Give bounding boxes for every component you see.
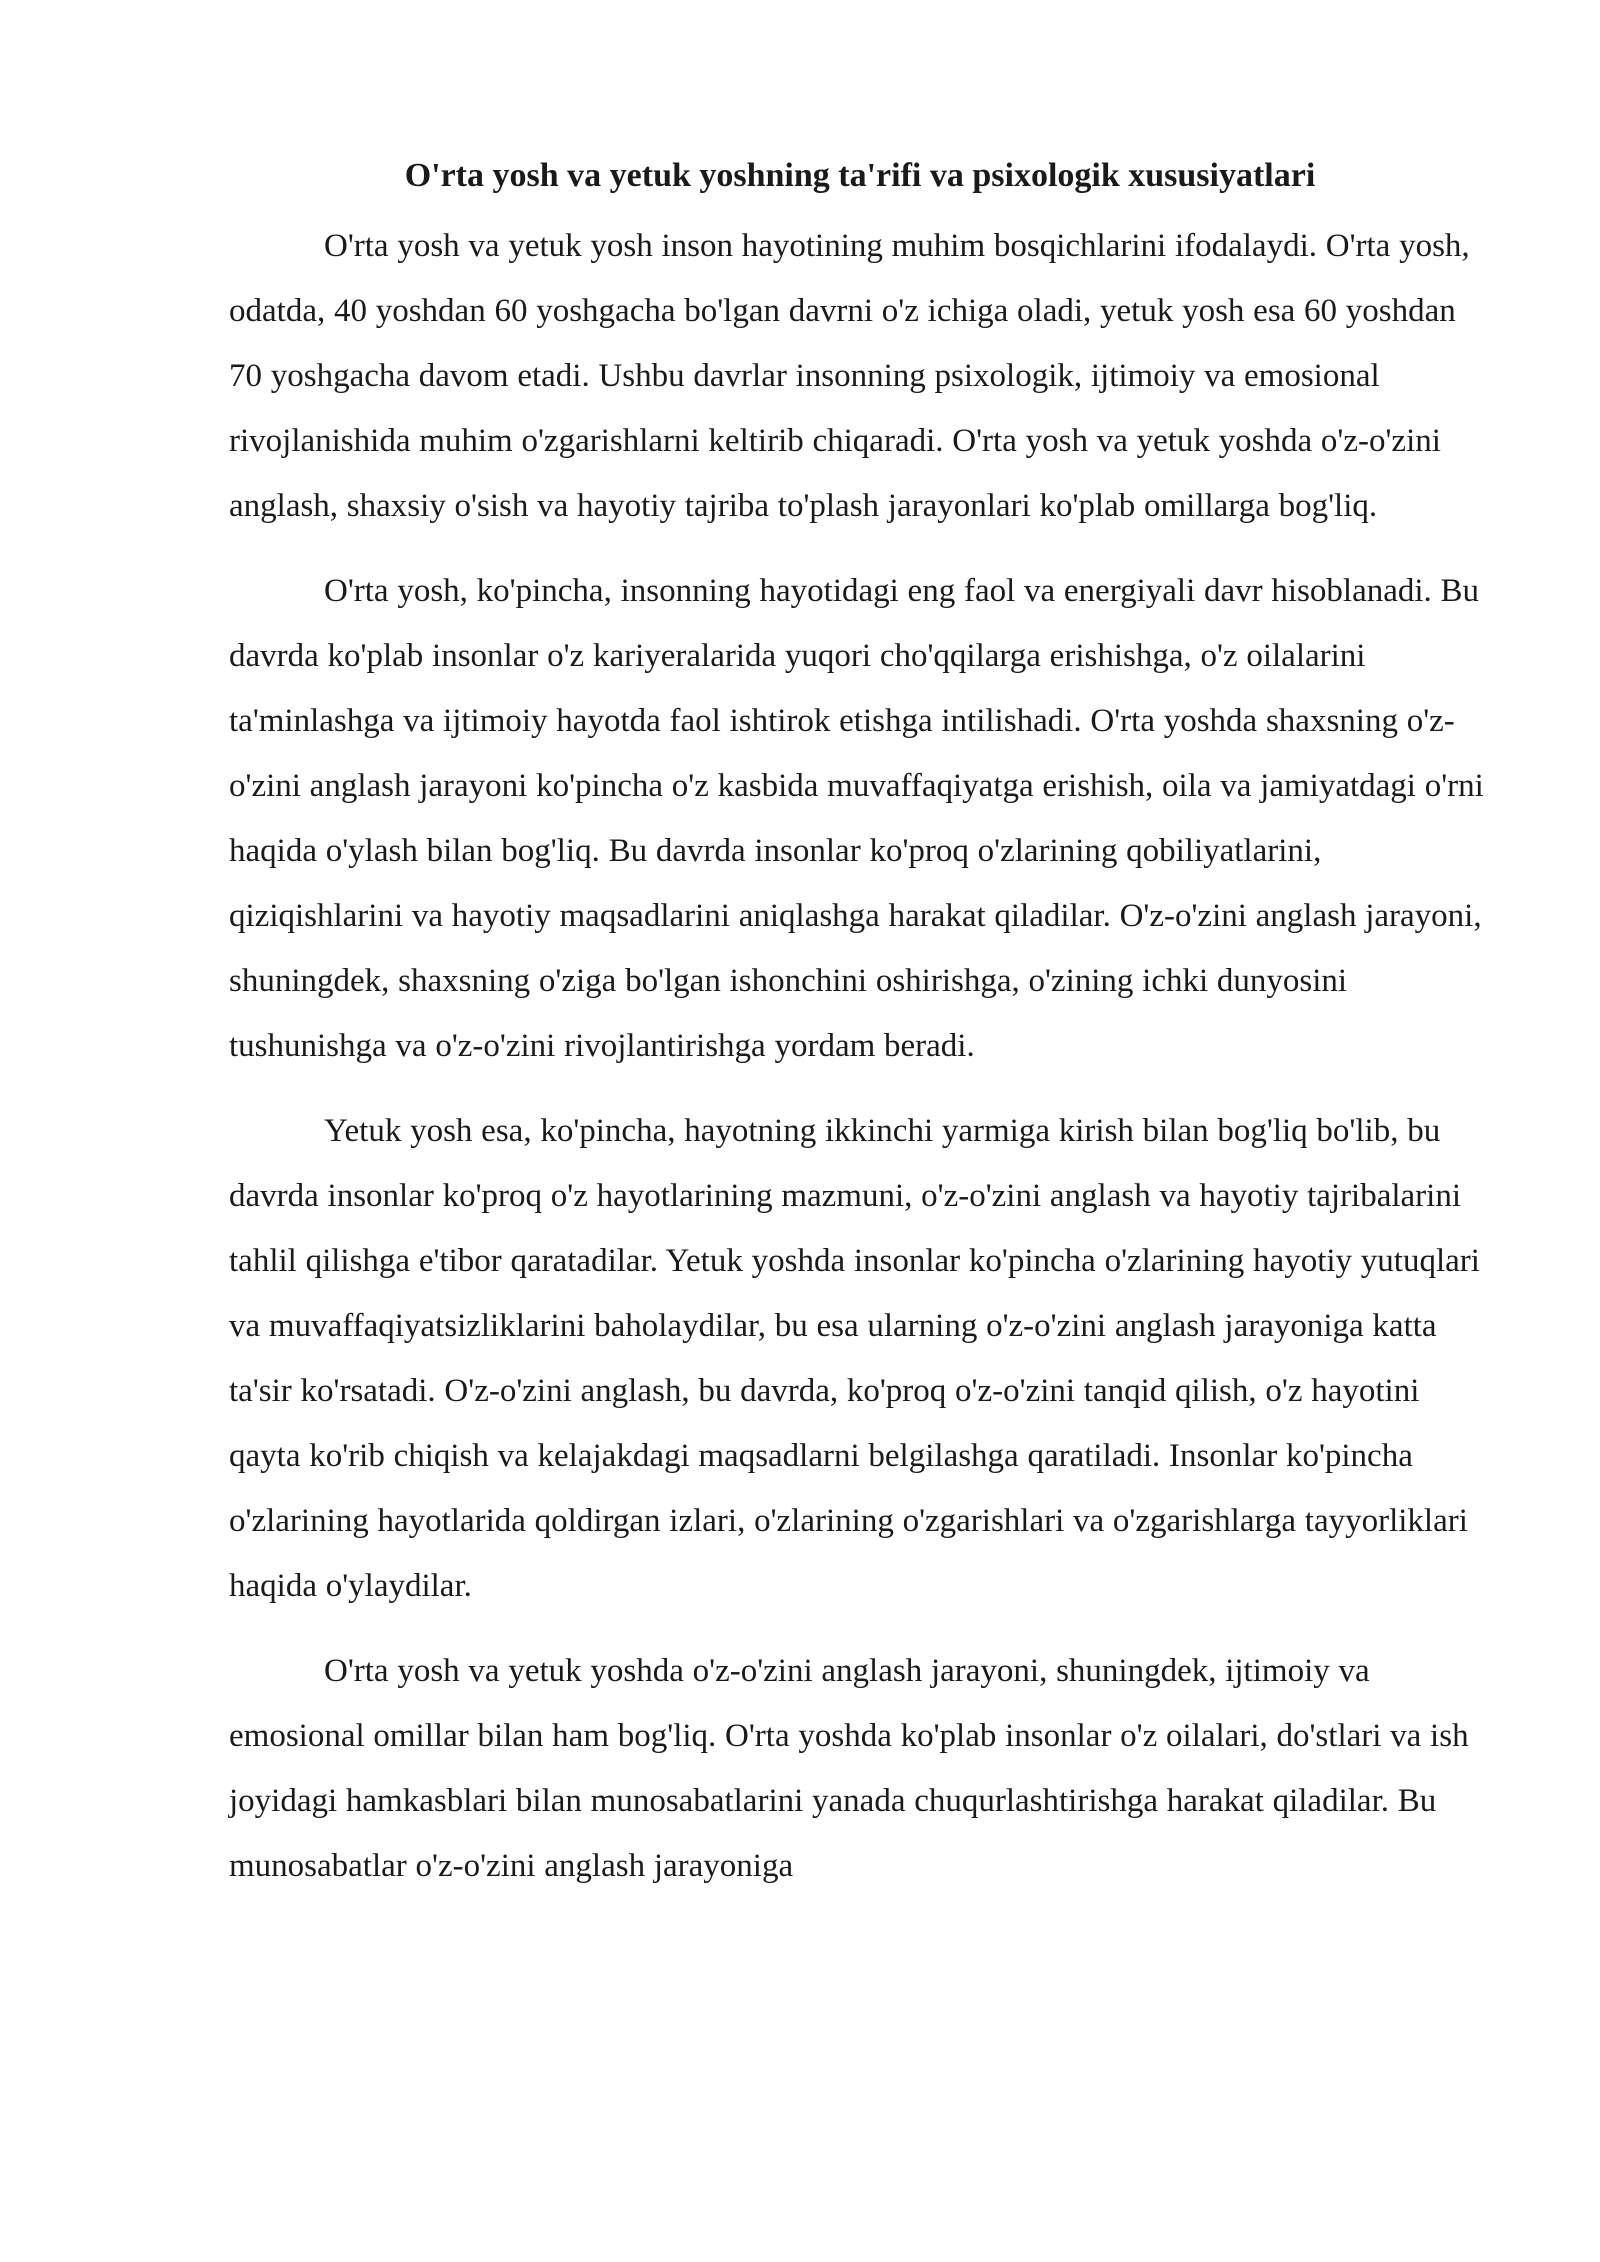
document-body	[229, 150, 1491, 1919]
paragraph-3: Yetuk yosh esa, ko'pincha, hayotning ikkinchi yarmiga kirish bilan bog'liq bo'lib, bu davrda insonlar ko'proq o'z hayotlarining mazmuni, o'z-o'zini anglash va hayotiy tajribalarini tahlil qilishga e'tibor qaratadilar. Yetuk yoshda insonlar ko'pincha o'zlarining hayotiy yutuqlari va muvaffaqiyatsizliklarini baholaydilar, bu esa ularning o'z-o'zini anglash jarayoniga katta ta'sir ko'rsatadi. O'z-o'zini anglash, bu davrda, ko'proq o'z-o'zini tanqid qilish, o'z hayotini qayta ko'rib chiqish va kelajakdagi maqsadlarni belgilashga qaratiladi. Insonlar ko'pincha o'zlarining hayotlarida qoldirgan izlari, o'zlarining o'zgarishlari va o'zgarishlarga tayyorliklari haqida o'ylaydilar.	[229, 1113, 1480, 1604]
paragraph-4: O'rta yosh va yetuk yoshda o'z-o'zini anglash jarayoni, shuningdek, ijtimoiy va emosional omillar bilan ham bog'liq. O'rta yoshda ko'plab insonlar o'z oilalari, do'stlari va ish joyidagi hamkasblari bilan munosabatlarini yanada chuqurlashtirishga harakat qiladilar. Bu munosabatlar o'z-o'zini anglash jarayoniga	[229, 1653, 1469, 1884]
paragraph-1: O'rta yosh va yetuk yosh inson hayotining muhim bosqichlarini ifodalaydi. O'rta yosh, odatda, 40 yoshdan 60 yoshgacha bo'lgan davrni o'z ichiga oladi, yetuk yosh esa 60 yoshdan 70 yoshgacha davom etadi. Ushbu davrlar insonning psixologik, ijtimoiy va emosional rivojlanishida muhim o'zgarishlarni keltirib chiqaradi. O'rta yosh va yetuk yoshda o'z-o'zini anglash, shaxsiy o'sish va hayotiy tajriba to'plash jarayonlari ko'plab omillarga bog'liq.	[229, 228, 1470, 524]
document-title: O'rta yosh va yetuk yoshning ta'rifi va psixologik xususiyatlari	[404, 157, 1316, 194]
paragraph-2: O'rta yosh, ko'pincha, insonning hayotidagi eng faol va energiyali davr hisoblanadi. Bu davrda ko'plab insonlar o'z kariyeralarida yuqori cho'qqilarga erishishga, o'z oilalarini ta'minlashga va ijtimoiy hayotda faol ishtirok etishga intilishadi. O'rta yoshda shaxsning o'z-o'zini anglash jarayoni ko'pincha o'z kasbida muvaffaqiyatga erishish, oila va jamiyatdagi o'rni haqida o'ylash bilan bog'liq. Bu davrda insonlar ko'proq o'zlarining qobiliyatlarini, qiziqishlarini va hayotiy maqsadlarini aniqlashga harakat qiladilar. O'z-o'zini anglash jarayoni, shuningdek, shaxsning o'ziga bo'lgan ishonchini oshirishga, o'zining ichki dunyosini tushunishga va o'z-o'zini rivojlantirishga yordam beradi.	[229, 573, 1484, 1064]
